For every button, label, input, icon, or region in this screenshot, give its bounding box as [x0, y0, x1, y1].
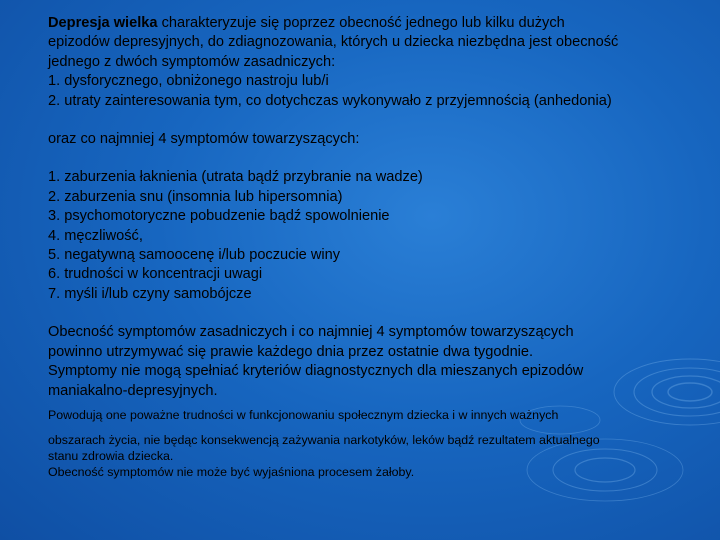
paragraph-1-line-2: epizodów depresyjnych, do zdiagnozowania, których u dziecka niezbędna jest obecność [48, 34, 619, 51]
accompanying-symptom-item: 5. negatywną samoocenę i/lub poczucie winy [48, 247, 341, 264]
paragraph-3-line: maniakalno-depresyjnych. [48, 382, 218, 399]
accompanying-symptom-item: 2. zaburzenia snu (insomnia lub hipersomnia) [48, 188, 343, 205]
paragraph-4-line-1: Powodują one poważne trudności w funkcjonowaniu społecznym dziecka i w innych ważnych [48, 407, 559, 422]
paragraph-3-line: Symptomy nie mogą spełniać kryteriów diagnostycznych dla mieszanych epizodów [48, 363, 584, 380]
core-symptom-item: 2. utraty zainteresowania tym, co dotychczas wykonywało z przyjemnością (anhedonia) [48, 92, 612, 109]
accompanying-symptom-item: 4. męczliwość, [48, 227, 143, 244]
paragraph-3-line: powinno utrzymywać się prawie każdego dnia przez ostatnie dwa tygodnie. [48, 343, 534, 360]
paragraph-3-line: Obecność symptomów zasadniczych i co najmniej 4 symptomów towarzyszących [48, 324, 574, 341]
accompanying-symptom-item: 3. psychomotoryczne pobudzenie bądź spowolnienie [48, 208, 390, 225]
accompanying-symptoms-heading: oraz co najmniej 4 symptomów towarzyszących: [48, 131, 360, 148]
paragraph-1-line-1 [48, 14, 698, 33]
slide-text-block [48, 14, 698, 480]
paragraph-4-line-2: obszarach życia, nie będąc konsekwencją zażywania narkotyków, leków bądź rezultatem aktualnego [48, 432, 600, 447]
paragraph-1-line-3: jednego z dwóch symptomów zasadniczych: [48, 53, 336, 70]
term-depresja-wielka: Depresja wielka [48, 15, 158, 31]
accompanying-symptom-item: 1. zaburzenia łaknienia (utrata bądź przybranie na wadze) [48, 169, 423, 186]
intro-rest: charakteryzuje się poprzez obecność jednego lub kilku dużych [157, 15, 565, 31]
accompanying-symptom-item: 7. myśli i/lub czyny samobójcze [48, 285, 252, 302]
core-symptom-item: 1. dysforycznego, obniżonego nastroju lub/i [48, 73, 329, 90]
paragraph-4-line-3: stanu zdrowia dziecka. [48, 448, 174, 463]
paragraph-4-line-4: Obecność symptomów nie może być wyjaśniona procesem żałoby. [48, 464, 415, 479]
accompanying-symptom-item: 6. trudności w koncentracji uwagi [48, 266, 263, 283]
